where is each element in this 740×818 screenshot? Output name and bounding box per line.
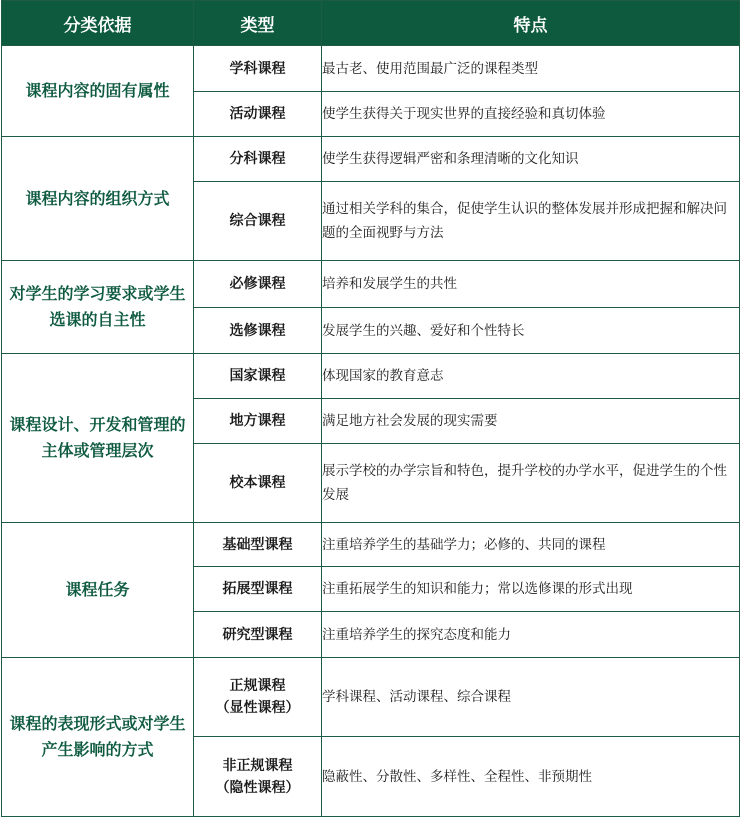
type-cell: 基础型课程	[194, 523, 322, 567]
feature-cell: 体现国家的教育意志	[322, 354, 740, 399]
table-row	[2, 523, 740, 567]
type-cell: 非正规课程 （隐性课程）	[194, 737, 322, 817]
type-cell: 校本课程	[194, 444, 322, 523]
feature-cell: 通过相关学科的集合，促使学生认识的整体发展并形成把握和解决问题的全面视野与方法	[322, 182, 740, 261]
table-row	[2, 658, 740, 737]
feature-cell: 满足地方社会发展的现实需要	[322, 399, 740, 444]
feature-cell: 使学生获得关于现实世界的直接经验和真切体验	[322, 92, 740, 137]
feature-cell: 注重培养学生的探究态度和能力	[322, 612, 740, 658]
feature-cell: 学科课程、活动课程、综合课程	[322, 658, 740, 737]
feature-cell: 培养和发展学生的共性	[322, 261, 740, 308]
header-basis: 分类依据	[2, 1, 194, 46]
feature-cell: 注重培养学生的基础学力；必修的、共同的课程	[322, 523, 740, 567]
feature-cell: 注重拓展学生的知识和能力；常以选修课的形式出现	[322, 567, 740, 612]
feature-cell: 最古老、使用范围最广泛的课程类型	[322, 46, 740, 92]
type-cell: 研究型课程	[194, 612, 322, 658]
table-row	[2, 137, 740, 182]
feature-cell: 隐蔽性、分散性、多样性、全程性、非预期性	[322, 737, 740, 817]
basis-cell: 课程设计、开发和管理的主体或管理层次	[2, 354, 194, 523]
header-row	[2, 1, 740, 46]
type-cell: 分科课程	[194, 137, 322, 182]
table-row	[2, 46, 740, 92]
basis-cell: 课程任务	[2, 523, 194, 658]
basis-cell: 课程内容的固有属性	[2, 46, 194, 137]
type-cell: 地方课程	[194, 399, 322, 444]
table-row	[2, 261, 740, 308]
header-type: 类型	[194, 1, 322, 46]
type-cell: 学科课程	[194, 46, 322, 92]
type-cell: 拓展型课程	[194, 567, 322, 612]
table-row	[2, 354, 740, 399]
feature-cell: 发展学生的兴趣、爱好和个性特长	[322, 308, 740, 354]
type-cell: 必修课程	[194, 261, 322, 308]
basis-cell: 对学生的学习要求或学生选课的自主性	[2, 261, 194, 354]
type-cell: 选修课程	[194, 308, 322, 354]
feature-cell: 使学生获得逻辑严密和条理清晰的文化知识	[322, 137, 740, 182]
curriculum-classification-table	[1, 0, 740, 817]
basis-cell: 课程的表现形式或对学生产生影响的方式	[2, 658, 194, 817]
feature-cell: 展示学校的办学宗旨和特色，提升学校的办学水平，促进学生的个性发展	[322, 444, 740, 523]
header-feature: 特点	[322, 1, 740, 46]
type-cell: 综合课程	[194, 182, 322, 261]
type-cell: 国家课程	[194, 354, 322, 399]
type-cell: 正规课程 （显性课程）	[194, 658, 322, 737]
basis-cell: 课程内容的组织方式	[2, 137, 194, 261]
type-cell: 活动课程	[194, 92, 322, 137]
